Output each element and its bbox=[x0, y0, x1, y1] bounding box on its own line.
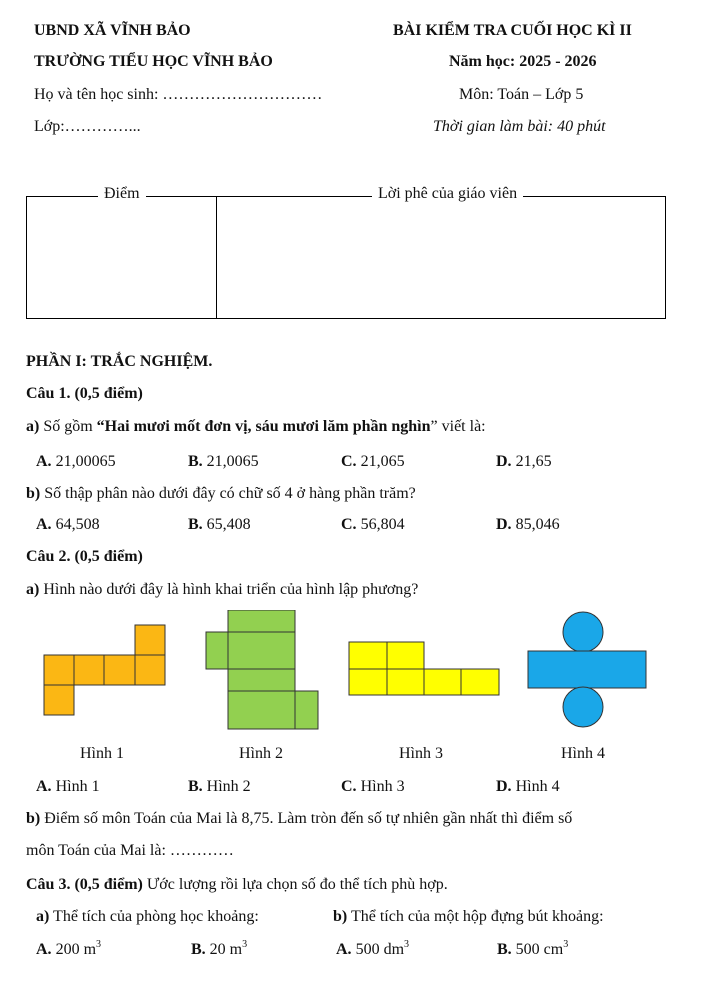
q2-title: Câu 2. (0,5 điểm) bbox=[26, 548, 143, 565]
q2a-option-d[interactable]: D. Hình 4 bbox=[496, 778, 560, 795]
q2b-question-line2[interactable]: môn Toán của Mai là: ………… bbox=[26, 842, 234, 859]
score-label: Điểm bbox=[98, 185, 146, 203]
part1-title: PHẦN I: TRẮC NGHIỆM. bbox=[26, 353, 213, 370]
figure-label-4: Hình 4 bbox=[561, 745, 605, 762]
q2a-question: a) Hình nào dưới đây là hình khai triển của hình lập phương? bbox=[26, 581, 419, 598]
q2b-question-line1: b) Điểm số môn Toán của Mai là 8,75. Làm tròn đến số tự nhiên gần nhất thì điểm số bbox=[26, 810, 573, 827]
q1b-question: b) Số thập phân nào dưới đây có chữ số 4 ở hàng phần trăm? bbox=[26, 485, 416, 502]
figure-label-3: Hình 3 bbox=[399, 745, 443, 762]
teacher-comment-cell[interactable] bbox=[218, 197, 664, 318]
school-name: TRƯỜNG TIỂU HỌC VĨNH BẢO bbox=[34, 53, 273, 70]
school-year: Năm học: 2025 - 2026 bbox=[449, 53, 597, 70]
q3a-option-b[interactable]: B. 20 $m^3$ bbox=[191, 939, 248, 958]
q3b-option-a[interactable]: A. 500 $dm^3$ bbox=[336, 939, 410, 958]
q1-title: Câu 1. (0,5 điểm) bbox=[26, 385, 143, 402]
q3b-option-b[interactable]: B. 500 $cm^3$ bbox=[497, 939, 569, 958]
student-name-field[interactable]: Họ và tên học sinh: ………………………… bbox=[34, 86, 323, 103]
q1b-option-c[interactable]: C. 56,804 bbox=[341, 516, 405, 533]
q2a-option-a[interactable]: A. Hình 1 bbox=[36, 778, 100, 795]
exam-title: BÀI KIỂM TRA CUỐI HỌC KÌ II bbox=[393, 22, 632, 39]
q1a-option-c[interactable]: C. 21,065 bbox=[341, 453, 405, 470]
net-figure-2 bbox=[206, 610, 318, 729]
q3-title: Câu 3. (0,5 điểm) Ước lượng rồi lựa chọn số đo thể tích phù hợp. bbox=[26, 876, 448, 893]
net-figure-4 bbox=[528, 612, 646, 727]
q1b-option-d[interactable]: D. 85,046 bbox=[496, 516, 560, 533]
figure-label-1: Hình 1 bbox=[80, 745, 124, 762]
q1a-option-d[interactable]: D. 21,65 bbox=[496, 453, 552, 470]
q1a-option-a[interactable]: A. 21,00065 bbox=[36, 453, 116, 470]
subject: Môn: Toán – Lớp 5 bbox=[459, 86, 584, 103]
class-field[interactable]: Lớp:…………... bbox=[34, 118, 141, 135]
q3b-question: b) Thể tích của một hộp đựng bút khoảng: bbox=[333, 908, 604, 925]
q1b-option-b[interactable]: B. 65,408 bbox=[188, 516, 251, 533]
exam-time: Thời gian làm bài: 40 phút bbox=[433, 118, 606, 135]
net-figure-1 bbox=[44, 625, 165, 715]
q1a-question: a) Số gồm “Hai mươi mốt đơn vị, sáu mươi lăm phần nghìn” viết là: bbox=[26, 418, 486, 435]
score-cell[interactable] bbox=[27, 197, 216, 318]
q3a-question: a) Thể tích của phòng học khoảng: bbox=[36, 908, 259, 925]
net-figure-3 bbox=[349, 642, 499, 695]
q3a-option-a[interactable]: A. 200 $m^3$ bbox=[36, 939, 102, 958]
school-district: UBND XÃ VĨNH BẢO bbox=[34, 22, 191, 39]
q1a-option-b[interactable]: B. 21,0065 bbox=[188, 453, 259, 470]
teacher-comment-label: Lời phê của giáo viên bbox=[372, 185, 523, 203]
q2a-option-c[interactable]: C. Hình 3 bbox=[341, 778, 405, 795]
cube-nets-figure bbox=[0, 610, 712, 735]
figure-label-2: Hình 2 bbox=[239, 745, 283, 762]
q2a-option-b[interactable]: B. Hình 2 bbox=[188, 778, 251, 795]
q1b-option-a[interactable]: A. 64,508 bbox=[36, 516, 100, 533]
